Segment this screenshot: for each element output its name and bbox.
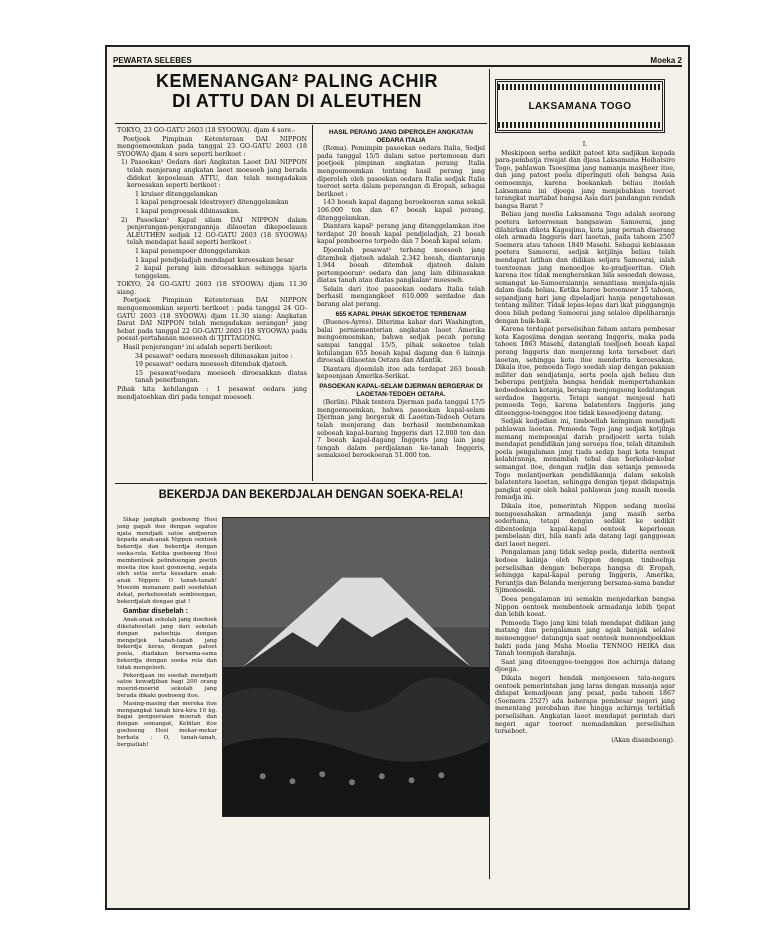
photo-caption-heading: Gambar disebelah : [123,608,188,616]
list-subitem: 15 pesawat²oedara moesoeh diroesakkan diatas tanah penerbangan. [135,369,307,385]
article-paragraph: (Buenos-Ayres). Diterima kabar dari Washington, balai perniementerian angkatan laoet Amerika mengoemoemkan, bahwa sedjak pecah perang sampai tanggal 15/5, pihak sekoetoe telah kehilangan 655 boeah kapal dagang dan 6 lainnja diroesak dilaoetan Oetara dan Atlantik. [317,319,485,365]
masthead [113,55,682,67]
article-paragraph: (Roma). Pemimpin pasoekan oedara Italia, Sedjel pada tanggal 15/5 dalam satoe pertemoean dari poetjoek pimpinan angkatan perang Italia mengoemoemkan tentang hasil perang jang diperoleh oleh pasoekan oedara Italia sedjak Italia toeroet serta dalam peperangan di Eropah, sebagai berikoet : [317,145,485,198]
list-subitem: 1 kapal pengroesak (destroyer) ditenggelamkan [135,199,289,207]
advert-paragraph: Anak-anak sekolah jang doedoek diketahoeilah jang dari sekolah dengan patoetnja dengan mengetjek tanah-tanah jang bekerdja keras, dengan patoet poela, diadakan bersama-sama bekerdja dengan soeka rela dan tidak mengeloeh. [117,617,217,671]
subheading: PASOEKAN KAPAL-SELAM DJERMAN BERGERAK DI LAOETAN-TEDOEH OETARA. [319,383,483,398]
main-headline [117,71,477,121]
article-paragraph: Pemoeda Togo jang kini telah mendapat didikan jang matang dan pengalaman jang agak banjak selaloe menoenggoe² datangnja saat oentoek menoendjoekkan bakti pada jang Maha Moelia TENNOO HEIKA dan Tanah toempah darahnja. [495,619,675,658]
article-paragraph: Hasil penjerangan² ini adalah seperti berikoet: [123,344,273,352]
list-subitem: 1 kruiser ditenggelamkan [135,190,218,198]
article-paragraph: (Berlin). Pihak tentera Djerman pada tanggal 17/5 mengoemoemkan, bahwa pasoekan kapal-selam Djerman jang bergerak di Laoetan-Tedoeh Oetara telah menjerang dan berhasil membenamkan seboeah kapal-barang Inggeris dari 12.000 ton dan 7 boeah kapal-dagang Inggeris jang lain jang tengah dalam perdjalanan ke-tanah Inggeris, semaksoel beroekoeran 51.000 ton. [317,399,485,460]
list-item: 1) Pasoekan² Oedara dari Angkatan Laoet DAI NIPPON telah menjerang angkatan laoet moesoeh jang berada didekat kepoelauan ATTU, dan telah mengadakan keroesakan seperti berikoet : [121,159,307,190]
middle-article [317,127,485,482]
list-subitem: 34 pesawat² oedara moesoeh dibinasakan jaitoe : [135,352,293,360]
article-paragraph: Doea pengalaman ini semakin menjedarkan bangsa Nippon oentoek membentoek armadanja lebih tjepat dan lebih koeat. [495,596,675,619]
article-paragraph: Selain dari itoe pasoekan oedara Italia telah berhasil mengangkoet 610.000 serdadoe dan barang alat perang. [317,285,485,309]
ornament-border-bottom [498,122,662,128]
advert-text [117,517,217,877]
togo-title-box [495,79,665,133]
continued-note: (Akan disamboeng). [611,736,675,744]
headline-rule [115,123,487,124]
advert-paragraph: Pekerdjaan ini soedah mendjadi satoe kewadjiban bagi 200 orang moerid-moerid sekolah jang berada dikaki goeboeng itoe. [117,672,217,699]
list-subitem: 1 kapal pendjeladjah mendapat keroesakan besar [135,256,294,264]
article-paragraph: Poetjoek Pimpinan Ketenteraan DAI NIPPON mengoemoemkan pada tanggal 23 GO-GATU 2603 (18 SYOOWA) djam 4 sore seperti berikoet : [117,135,307,158]
advert-title: BEKERDJA DAN BEKERDJALAH DENGAN SOEKA-RELA! [158,487,464,501]
article-paragraph: Dikala itoe, pemerintah Nippon sedang moelai mengoesahakan armadanja jang masih serba sederhana, tetapi dengan sedikit ke sedikit dibentoeknja kapal-kapal oentoek keperloean pembelaan diri, bila nanti ada datang lagi ganggoean dari laoet negeri. [495,502,675,548]
list-subitem: 2 kapal perang lain diroesakkan sehingga njaris tenggelam. [135,265,307,280]
article-paragraph: Beliau jang moelia Laksamana Togo adalah seorang poetera ketoeroenan bangsawan Samoerai, jang dilahirkan dikota Kagosjima, kota jang pernah diserang oleh armada Inggeris dari laoetan, pada tahoen 2507 Soemera atau tahoen 1849 Masehi. Sebagai kebiasaan poetera Samoerai, sedjak ketjilnja beliau telah mendapat latihan dan didikan seljara Samoerai, ialah toentoenan jang menoedjoe ke-pradjoeritan. Oleh karena itoe tidak mengherankan bila sesoedah dewasa, semangat ke-Samoeraiannja senantiasa menjala-njala dalam dada beliau. Ketika baroe beroemoer 15 tahoen, sepandjang hari jang dipeladjari hanja pengetahoean tentang militer. Tidak lepas-lepas dari ikat pinggangnja doea bilah pedang Samoerai jang selaloe dipeliharanja dengan baik-baik. [495,211,675,325]
column-divider-mid [312,125,313,481]
subheading: HASIL PERANG JANG DIPEROLEH ANGKATAN OEDARA ITALIA [329,129,473,144]
headline-line-1: KEMENANGAN² PALING ACHIR [156,71,438,91]
headline-line-2: DI ATTU DAN DI ALEUTHEN [172,91,422,111]
article-paragraph: Karena terdapat perselisihan faham antara pembesar kota Kagosjima dengan seorang Inggeris, maka pada tahoen 1863 Masehi, datanglah toedjoeh boeah kapal perang Inggeris dan menjerang kota terseboet dari laoetan, sehingga kota itoe menderita keroesakan. Dikala itoe, pemoeda Togo soedah siap dengan pakaian militer dan sendjatanja, serta poela ajah beliau dan beberapa pentjinta bangsa hendak mempertahankan kedoedoekan kotanja, bersiap menjongsong kedatangan serdadoe Inggeris. Tetapi sangat menjesal hati pemoeda Togo, karena balatentera Inggeris jang ditoenggoe-toenggoe itoe tidak kesoedjoeng datang. [495,326,675,417]
article-paragraph: 143 boeah kapal dagang beroekoeran sama sekali 106.000 ton dan 67 boeah kapal perang, ditenggelamkan. [317,199,485,222]
article-paragraph: Djoemlah pesawat² terbang moesoeh jang ditembak djatoeh adalah 2.342 boeah, diantaranja 1.944 boeah ditembak djatoeh dalam pertempoeran² oedara dan jang lain dibinasakan diatas tanah atau diatas pangkalan² moesoeh. [317,246,485,285]
advert-paragraph: Masing-masing dan mereka itoe mengangkat tanah kira-kira 10 kg. bagai pengoeraian moerah dan dengan semangat, Kebilan itoe goeboeng Hosi mekar-mekar berkata : O, tanah-tanah, bergiatlah! [117,700,217,748]
article-paragraph: Dikala negeri hendak menjoesoen tata-negara oentoek pemerintahan jang laras dengan masanja agar didapat kemadjoean jang pesat, pada tahoen 1867 (Soemera 2527) ada beberapa pembesar negeri jang menentang perobahan itoe hingga achirnja terbitlah perselisihan. Angkatan laoet mendapat perintah dari negeri agar toeroet memadamkan perselisihan terseboet. [495,674,675,736]
togo-article [495,141,675,883]
mount-fuji-photo [222,517,490,817]
newspaper-page [105,45,690,910]
article-paragraph: Pihak kita kehilangan : 1 pesawat oedara jang mendjatoehkan diri pada tempat moesoeh [117,386,307,401]
article-paragraph: Saat jang ditoenggoe-toenggoe itoe achirnja datang djoega. [495,658,675,674]
section-rule [115,483,487,484]
page-number: Moeka 2 [650,56,682,65]
article-paragraph: Sedjak kedjadian ini, timboellah keinginan mendjadi pahlawan laoetan. Pemoeda Togo jang sedjak ketjilnja memang mempoenjai darah pradjoerit serta telah mendapat pendidikan jang seroepa itoe, telah ditambah poela pengalaman jang tiada sedap bagi kota tempat kelahirannja, menambah tebal dan berkobar-kobar semangat itoe, dengan radjin dan setianja pemoeda Togo melantjoerkan pendidikannja dalam sekolah balatentera laoetan, sehingga dengan tjepat didapatnja pangkat opsir oleh bakal pahlawan jang masih moeda remadja ini. [495,418,675,502]
list-item: 2) Pasoekan² Kapal silam DAI NIPPON dalam penjerangan-penjerangannja dilaoetan dikepoelauan ALEUTHEN sedjak 12 GO-GATU 2603 (18 SYOOWA) telah mendapat hasil seperti berikoet : [121,216,307,247]
article-paragraph: Meskipoen serba sedikit patoet kita sadjikan kepada para-pembatja riwajat dan djasa Laksamana Heihatsiro Togo, pahlawan Tsoesjima jang namanja masjhoer itoe, dan jang patoet poela diperingati oleh bangsa Asia oemoemnja, karena boekankah beliau itoelah Laksamana ini djoega jang menjebabkan toeroet terangkat martabat bangsa Asia dari pandangan rendah bangsa Barat ? [495,149,675,210]
advert-paragraph: Sikap jangkah goeboeng Hosi jang gagah itoe dengan sepatoe njata mendjadi satoe andjoeran kepada anak-anak Nippon oentoek bekerdja dan bekerdja dengan soeka-rela. Ketika goeboeng Hosi membentoek pelindoengan poetih moelia itoe kuat gosnoeng, segala oleh setia serta kesadarn anak-anak Nippon: O tanah-tanah! Moesim menanam padi soedahlah dekat, perkeboenlah semboengan, bekerdjalah dengan giat ! [117,517,217,605]
article-dateline: TOKYO, 24 GO-GATU 2603 (18 SYOOWA) djam 11.30 siang. [117,281,307,296]
mountain-image [223,518,489,816]
paper-name: PEWARTA SELEBES [113,56,192,65]
list-subitem: 19 pesawat² oedara moesoeh ditembak djatoeh. [135,361,289,369]
article-dateline: TOKYO, 23 GO-GATU 2603 (18 SYOOWA). djam 4 sore.- [117,127,296,134]
ornament-border-top [498,84,662,90]
list-subitem: 1 kapal penempoer ditenggelamkan [135,247,250,255]
subheading: 655 KAPAL PIHAK SEKOETOE TERBENAM [335,310,467,318]
list-subitem: 1 kapal pengroesak dibinasakan. [135,207,241,215]
article-paragraph: Pengalaman jang tidak sedap poela, diderita oentoek kedoea kalinja oleh Nippon dengan timboelnja perselisihan dengan beberapa bangsa di Eropah, sehingga kapal-kapal perang Inggeris, Amerika, Perantjis dan Belanda menjerang bersama-sama bandar Sjimonoseki. [495,549,675,595]
left-article [117,127,307,482]
togo-title: LAKSAMANA TOGO [528,100,632,112]
article-paragraph: Diantara kapal² perang jang ditenggelamkan itoe terdapat 20 boeah kapal pendjeladjah, 21 boeah kapal pemboeroe torpedo dan 7 boeah kapal selam. [317,223,485,246]
article-paragraph: Poetjoek Pimpinan Ketenteraan DAI NIPPON mengoemoemkan seperti berikoet : pada tanggal 24 GO-GATU 2603 (18 SYOOWA) djam 11.30 siang: Angkatan Darat DAI NIPPON telah mengadakan serangan² jang hebat pada tanggal 22 GO-GATU 2603 (18 SYOOWA) pada poesat-pertahanan moesoeh di TJITTAGONG. [117,297,307,343]
chapter-numeral: I. [582,141,588,148]
article-paragraph: Diantara djoemlah itoe ada terdapat 263 boeah kepoenjaan Amerika-Serikat. [317,365,485,381]
